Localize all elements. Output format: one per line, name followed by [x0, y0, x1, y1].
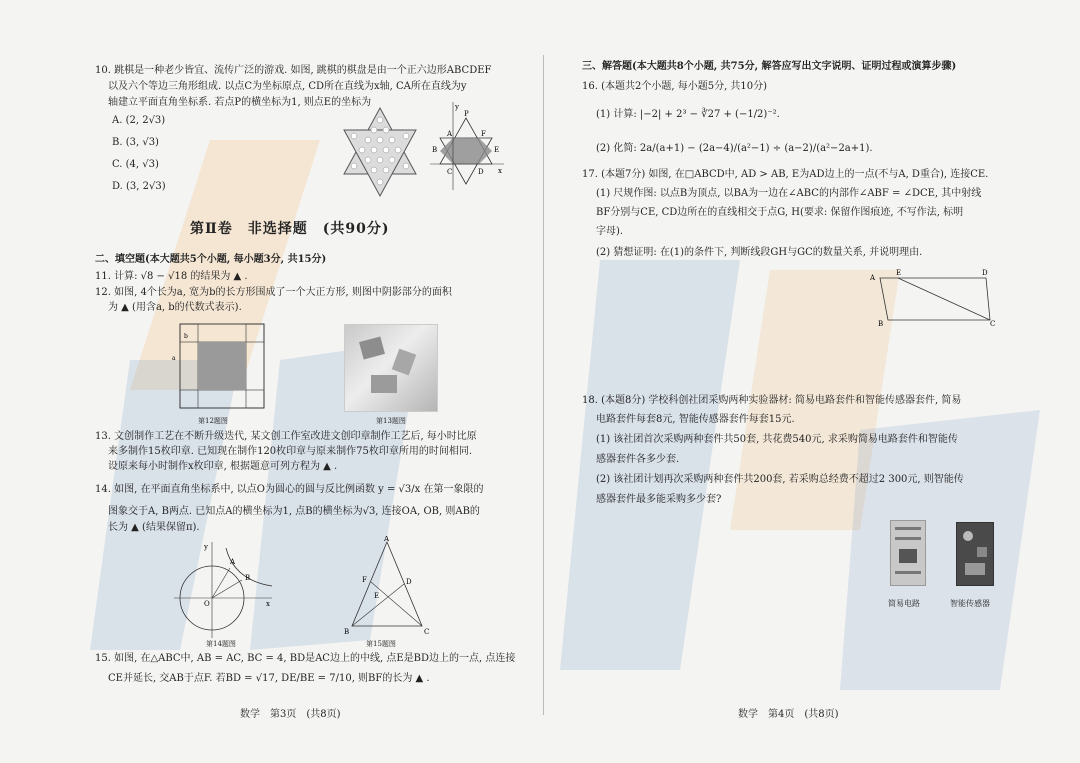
- q12-line-1: 12. 如图, 4个长为a, 宽为b的长方形围成了一个大正方形, 则图中阴影部分的面积: [95, 287, 452, 298]
- page-3-footer: 数学 第3页 (共8页): [240, 709, 341, 720]
- fig12-label-a: a: [172, 355, 176, 362]
- fig12-label-b: b: [184, 333, 188, 340]
- q14-line-1: 14. 如图, 在平面直角坐标系中, 以点O为圆心的圆与反比例函数 y = √3/x 在第一象限的: [95, 484, 484, 495]
- fig12-caption: 第12题图: [198, 417, 228, 425]
- fig15-label-b: B: [344, 628, 350, 636]
- q18-line-4: 感器套件各多少套.: [596, 454, 680, 465]
- fig15-label-c: C: [424, 628, 430, 636]
- smart-sensor-caption: 智能传感器: [950, 599, 990, 608]
- fig14-label-a: A: [230, 558, 236, 566]
- hex-label-b: B: [432, 146, 438, 154]
- smart-sensor-image: [956, 522, 994, 586]
- q16-part-1: (1) 计算: |−2| + 2³ − ∛27 + (−1/2)⁻².: [596, 109, 780, 120]
- hex-label-p: P: [464, 110, 469, 118]
- q15-line-1: 15. 如图, 在△ABC中, AB = AC, BC = 4, BD是AC边上的中线, 点E是BD边上的一点, 点连接: [95, 653, 516, 664]
- q12-line-2: 为 ▲ (用含a, b的代数式表示).: [108, 302, 242, 313]
- fig17-label-a: A: [870, 274, 876, 282]
- q18-line-2: 电路套件每套8元, 智能传感器套件每套15元.: [596, 414, 795, 425]
- q13-line-1: 13. 文创制作工艺在不断升级迭代, 某文创工作室改进文创印章制作工艺后, 每小时比原: [95, 431, 477, 442]
- q10-option-a: A. (2, 2√3): [112, 115, 166, 126]
- q10-option-c: C. (4, √3): [112, 159, 159, 170]
- fig17-label-e: E: [896, 269, 902, 277]
- fig14-caption: 第14题图: [206, 640, 236, 648]
- fig15-caption: 第15题图: [366, 640, 396, 648]
- fig12-squares: [170, 320, 270, 412]
- q11: 11. 计算: √8 − √18 的结果为 ▲ .: [95, 271, 248, 282]
- simple-circuit-image: [890, 520, 926, 586]
- fig14-circle-hyperbola: [172, 540, 282, 640]
- q17-line-3: BF分别与CE, CD边所在的直线相交于点G, H(要求: 保留作图痕迹, 不写作法, 标明: [596, 207, 964, 218]
- q18-line-5: (2) 该社团计划再次采购两种套件共200套, 若采购总经费不超过2 300元, 则智能传: [596, 474, 964, 485]
- q10-option-b: B. (3, √3): [112, 137, 159, 148]
- fig17-label-c: C: [990, 320, 996, 328]
- fig15-triangle: [344, 536, 434, 636]
- q17-line-2: (1) 尺规作图: 以点B为顶点, 以BA为一边在∠ABC的内部作∠ABF = ∠DCE, 其中射线: [596, 188, 982, 199]
- section-2-title: 第Ⅱ卷 非选择题 (共90分): [190, 221, 390, 237]
- fig14-label-y: y: [204, 543, 208, 551]
- page-4-footer: 数学 第4页 (共8页): [738, 709, 839, 720]
- hex-label-f: F: [481, 130, 486, 138]
- q18-line-1: 18. (本题8分) 学校科创社团采购两种实验器材: 简易电路套件和智能传感器套件, 简易: [582, 395, 962, 406]
- fig17-label-d: D: [982, 269, 988, 277]
- q13-line-2: 来多制作15枚印章. 已知现在制作120枚印章与原来制作75枚印章所用的时间相同.: [108, 446, 473, 457]
- q18-line-3: (1) 该社团首次采购两种套件共50套, 共花费540元, 求采购简易电路套件和智能传: [596, 434, 958, 445]
- q10-option-d: D. (3, 2√3): [112, 181, 166, 192]
- hex-label-a: A: [447, 130, 453, 138]
- fig13-photo: [344, 324, 438, 412]
- fig14-label-b: B: [245, 574, 251, 582]
- q17-line-4: 字母).: [596, 226, 624, 237]
- q16-header: 16. (本题共2个小题, 每小题5分, 共10分): [582, 81, 768, 92]
- hexagram-coordinate-figure: [426, 100, 506, 196]
- hex-label-d: D: [478, 168, 484, 176]
- fig15-label-a: A: [384, 536, 390, 543]
- hex-label-y: y: [455, 103, 459, 111]
- fig14-label-x: x: [266, 600, 270, 608]
- q18-line-6: 感器套件最多能采购多少套?: [596, 494, 722, 505]
- fig13-caption: 第13题图: [376, 417, 406, 425]
- fig15-label-d: D: [406, 578, 412, 586]
- page-divider: [543, 55, 544, 715]
- q13-line-3: 设原来每小时制作x枚印章, 根据题意可列方程为 ▲ .: [108, 461, 338, 472]
- fig17-label-b: B: [878, 320, 884, 328]
- q14-line-3: 长为 ▲ (结果保留π).: [108, 522, 200, 533]
- fig15-label-e: E: [374, 592, 380, 600]
- q15-line-2: CE并延长, 交AB于点F. 若BD = √17, DE/BE = 7/10, 则BF的长为 ▲ .: [108, 673, 430, 684]
- hex-label-x: x: [498, 167, 502, 175]
- fig15-label-f: F: [362, 576, 367, 584]
- fig14-label-o: O: [204, 600, 210, 608]
- hex-label-c: C: [447, 168, 453, 176]
- q14-line-2: 图象交于A, B两点. 已知点A的横坐标为1, 点B的横坐标为√3, 连接OA, OB, 则AB的: [108, 506, 480, 517]
- q10-line-1: 10. 跳棋是一种老少皆宜、流传广泛的游戏. 如图, 跳棋的棋盘是由一个正六边形ABCDEF: [95, 65, 492, 76]
- fill-in-header: 二、填空题(本大题共5个小题, 每小题3分, 共15分): [95, 254, 327, 265]
- page-4: [548, 0, 1080, 763]
- q10-line-3: 轴建立平面直角坐标系. 若点P的横坐标为1, 则点E的坐标为: [108, 97, 372, 108]
- q17-line-5: (2) 猜想证明: 在(1)的条件下, 判断线段GH与GC的数量关系, 并说明理由.: [596, 247, 923, 258]
- hex-label-e: E: [494, 146, 500, 154]
- q17-line-1: 17. (本题7分) 如图, 在□ABCD中, AD > AB, E为AD边上的一点(不与A, D重合), 连接CE.: [582, 169, 989, 180]
- fig17-parallelogram: [866, 266, 1001, 330]
- q16-part-2: (2) 化简: 2a/(a+1) − (2a−4)/(a²−1) ÷ (a−2)/(a²−2a+1).: [596, 143, 873, 154]
- q10-line-2: 以及六个等边三角形组成. 以点C为坐标原点, CD所在直线为x轴, CA所在直线为y: [108, 81, 467, 92]
- checkers-board-figure: [340, 106, 420, 198]
- answer-section-header: 三、解答题(本大题共8个小题, 共75分, 解答应写出文字说明、证明过程或演算步骤): [582, 61, 957, 72]
- simple-circuit-caption: 简易电路: [888, 599, 920, 608]
